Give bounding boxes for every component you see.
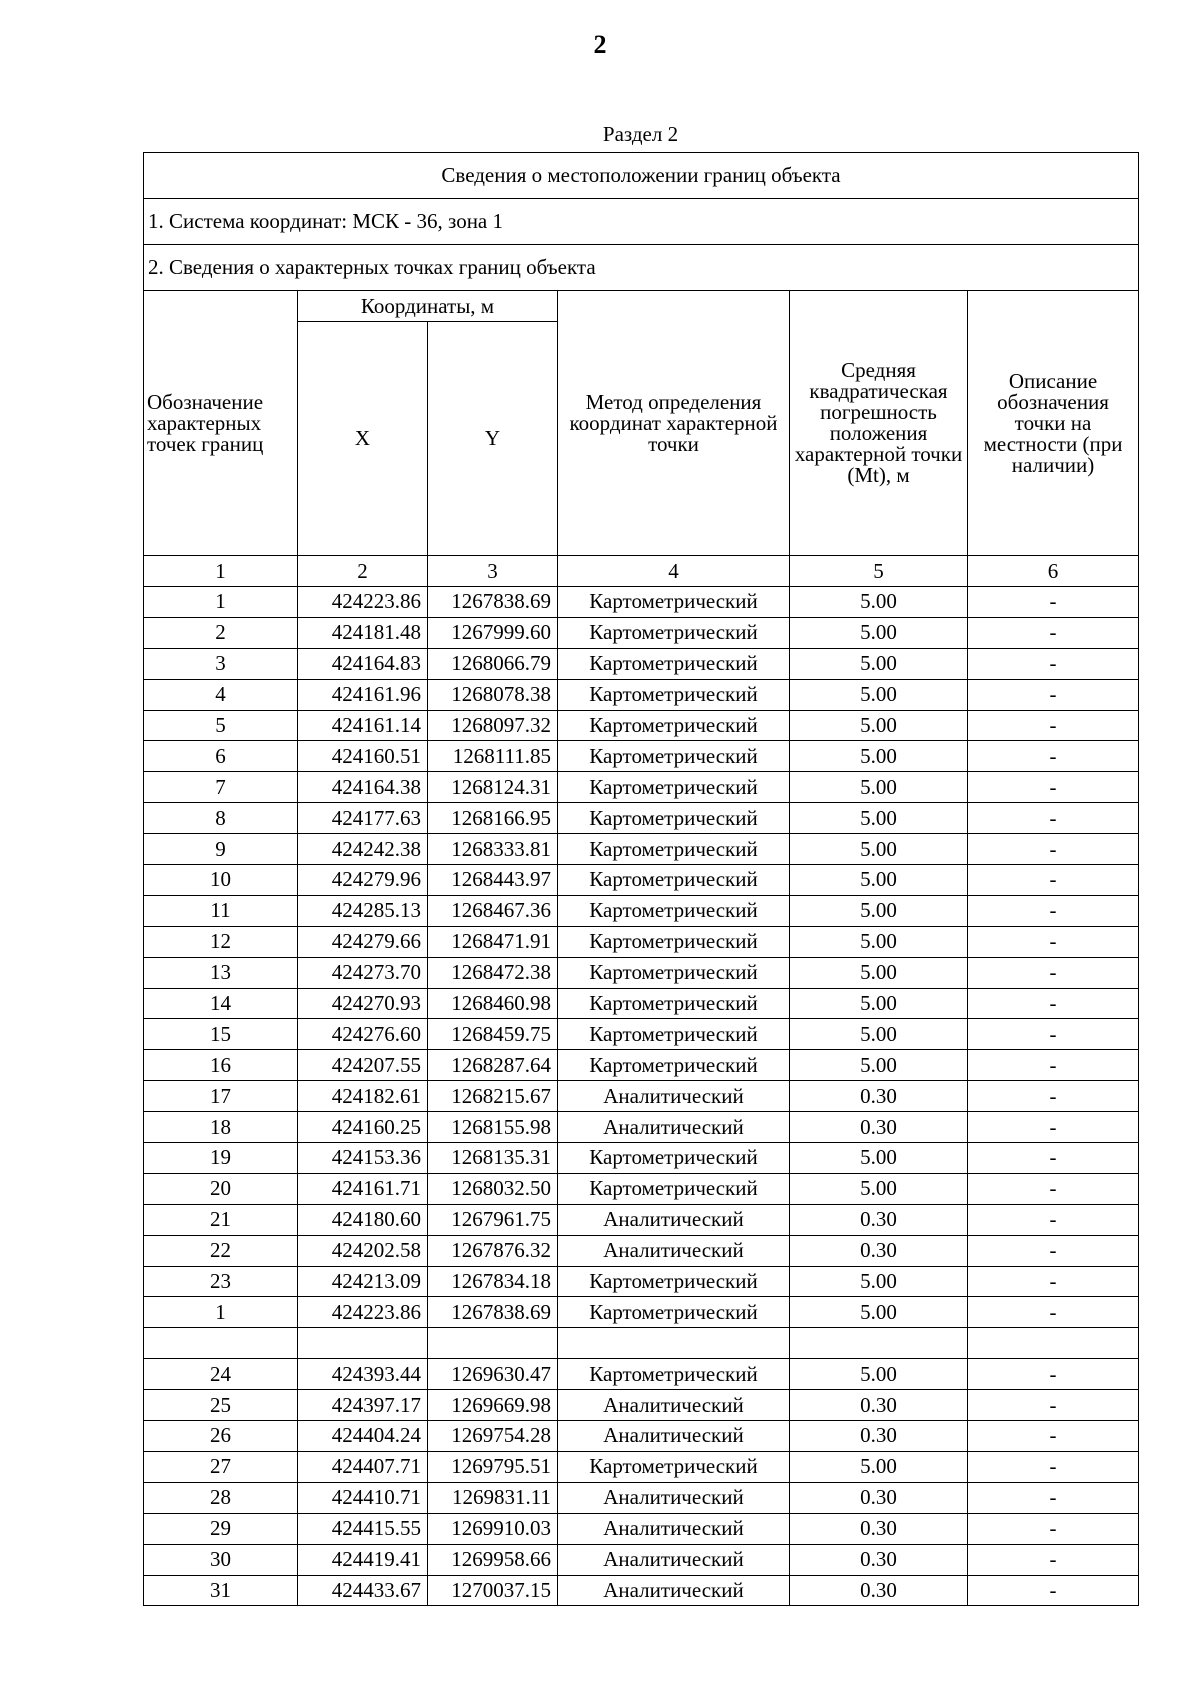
method: Картометрический [558,1451,790,1482]
description: - [968,803,1139,834]
coord-y: 1267838.69 [428,1297,558,1328]
description: - [968,1173,1139,1204]
table-row [144,1390,1139,1421]
accuracy: 5.00 [790,1297,968,1328]
method: Аналитический [558,1204,790,1235]
description: - [968,957,1139,988]
description: - [968,1513,1139,1544]
description: - [968,617,1139,648]
coord-x: 424160.51 [298,741,428,772]
point-number: 20 [144,1173,298,1204]
table-row [144,617,1139,648]
description [968,1328,1139,1359]
description: - [968,1235,1139,1266]
coord-y: 1268459.75 [428,1019,558,1050]
description: - [968,648,1139,679]
method: Аналитический [558,1421,790,1452]
method: Аналитический [558,1081,790,1112]
accuracy: 0.30 [790,1112,968,1143]
point-number: 8 [144,803,298,834]
method: Аналитический [558,1544,790,1575]
table-row [144,834,1139,865]
accuracy: 5.00 [790,926,968,957]
coord-x: 424279.96 [298,865,428,896]
coord-x: 424276.60 [298,1019,428,1050]
coord-y: 1267961.75 [428,1204,558,1235]
table-row [144,865,1139,896]
point-number: 19 [144,1143,298,1174]
header-description: Описание обозначения точки на местности (при наличии) [968,291,1139,556]
point-number: 23 [144,1266,298,1297]
method: Картометрический [558,1359,790,1390]
point-number: 4 [144,679,298,710]
description: - [968,1390,1139,1421]
description: - [968,1143,1139,1174]
header-x: X [298,322,428,556]
section-label: Раздел 2 [602,122,679,146]
coord-y: 1267838.69 [428,587,558,618]
accuracy: 5.00 [790,834,968,865]
description: - [968,587,1139,618]
accuracy: 5.00 [790,865,968,896]
description: - [968,679,1139,710]
column-number: 3 [428,556,558,587]
table-title: Сведения о местоположении границ объекта [144,153,1139,199]
table-row [144,1359,1139,1390]
coord-x: 424242.38 [298,834,428,865]
coord-y: 1268215.67 [428,1081,558,1112]
table-row [144,1513,1139,1544]
coord-x: 424207.55 [298,1050,428,1081]
table-row [144,1019,1139,1050]
page-number: 2 [593,30,607,59]
point-number: 28 [144,1482,298,1513]
accuracy: 5.00 [790,957,968,988]
accuracy: 0.30 [790,1421,968,1452]
table-row [144,1173,1139,1204]
point-number: 24 [144,1359,298,1390]
description: - [968,1359,1139,1390]
point-number: 16 [144,1050,298,1081]
point-number: 7 [144,772,298,803]
method: Картометрический [558,803,790,834]
point-number: 1 [144,1297,298,1328]
coord-x: 424164.83 [298,648,428,679]
coord-y: 1268467.36 [428,895,558,926]
point-number: 21 [144,1204,298,1235]
point-number: 26 [144,1421,298,1452]
column-number: 4 [558,556,790,587]
method: Картометрический [558,772,790,803]
accuracy: 5.00 [790,617,968,648]
coord-y: 1268460.98 [428,988,558,1019]
coord-y: 1268078.38 [428,679,558,710]
table-row [144,648,1139,679]
coord-y: 1268066.79 [428,648,558,679]
coord-x: 424161.14 [298,710,428,741]
table-row [144,1297,1139,1328]
coord-y: 1268333.81 [428,834,558,865]
point-number: 12 [144,926,298,957]
accuracy: 5.00 [790,648,968,679]
accuracy: 5.00 [790,1266,968,1297]
method: Картометрический [558,1050,790,1081]
table-row [144,741,1139,772]
method: Картометрический [558,648,790,679]
coord-x: 424223.86 [298,587,428,618]
point-number [144,1328,298,1359]
coord-y [428,1328,558,1359]
description: - [968,1421,1139,1452]
point-number: 22 [144,1235,298,1266]
accuracy: 0.30 [790,1235,968,1266]
method: Картометрический [558,1266,790,1297]
method: Картометрический [558,865,790,896]
table-row [144,587,1139,618]
point-number: 2 [144,617,298,648]
coord-x: 424404.24 [298,1421,428,1452]
coord-y: 1270037.15 [428,1575,558,1606]
coord-y: 1268111.85 [428,741,558,772]
accuracy: 0.30 [790,1204,968,1235]
method: Аналитический [558,1575,790,1606]
accuracy: 5.00 [790,988,968,1019]
column-number: 5 [790,556,968,587]
point-number: 17 [144,1081,298,1112]
description: - [968,988,1139,1019]
coord-x: 424202.58 [298,1235,428,1266]
table-row [144,679,1139,710]
coord-x: 424181.48 [298,617,428,648]
description: - [968,741,1139,772]
coord-x: 424161.71 [298,1173,428,1204]
coord-y: 1268032.50 [428,1173,558,1204]
table-row [144,1266,1139,1297]
table-row [144,1544,1139,1575]
description: - [968,1482,1139,1513]
coord-x: 424407.71 [298,1451,428,1482]
coord-x: 424279.66 [298,926,428,957]
coord-y: 1268166.95 [428,803,558,834]
header-coordinates: Координаты, м [298,291,558,322]
boundary-points-table [143,152,1139,1606]
method: Картометрический [558,679,790,710]
accuracy: 5.00 [790,587,968,618]
description: - [968,772,1139,803]
coord-x: 424180.60 [298,1204,428,1235]
accuracy: 5.00 [790,772,968,803]
coord-y: 1267876.32 [428,1235,558,1266]
point-number: 30 [144,1544,298,1575]
method: Картометрический [558,1297,790,1328]
table-row [144,957,1139,988]
point-number: 25 [144,1390,298,1421]
coord-x: 424410.71 [298,1482,428,1513]
coord-x: 424270.93 [298,988,428,1019]
table-row [144,1112,1139,1143]
point-number: 29 [144,1513,298,1544]
coord-x: 424160.25 [298,1112,428,1143]
coord-x: 424182.61 [298,1081,428,1112]
accuracy: 5.00 [790,1019,968,1050]
description: - [968,1297,1139,1328]
accuracy: 5.00 [790,1050,968,1081]
table-row [144,772,1139,803]
coord-x: 424273.70 [298,957,428,988]
accuracy: 0.30 [790,1513,968,1544]
coord-y: 1269630.47 [428,1359,558,1390]
description: - [968,865,1139,896]
point-number: 5 [144,710,298,741]
coord-x: 424285.13 [298,895,428,926]
coord-x: 424164.38 [298,772,428,803]
coord-y: 1268135.31 [428,1143,558,1174]
coord-y: 1269910.03 [428,1513,558,1544]
table-row [144,1204,1139,1235]
accuracy: 5.00 [790,803,968,834]
coord-x: 424397.17 [298,1390,428,1421]
point-number: 10 [144,865,298,896]
column-number: 1 [144,556,298,587]
method: Картометрический [558,957,790,988]
header-y: Y [428,322,558,556]
point-number: 14 [144,988,298,1019]
description: - [968,1451,1139,1482]
description: - [968,1266,1139,1297]
coord-y: 1267834.18 [428,1266,558,1297]
table-row [144,895,1139,926]
accuracy [790,1328,968,1359]
point-number: 9 [144,834,298,865]
coord-y: 1269669.98 [428,1390,558,1421]
column-number: 6 [968,556,1139,587]
method: Аналитический [558,1513,790,1544]
point-number: 31 [144,1575,298,1606]
method: Картометрический [558,741,790,772]
table-row [144,1482,1139,1513]
table-row [144,988,1139,1019]
coord-y: 1269795.51 [428,1451,558,1482]
method: Картометрический [558,1019,790,1050]
table-row [144,1451,1139,1482]
coord-y: 1268287.64 [428,1050,558,1081]
table-row [144,1328,1139,1359]
accuracy: 5.00 [790,710,968,741]
point-number: 1 [144,587,298,618]
table-row [144,1143,1139,1174]
point-number: 13 [144,957,298,988]
coord-y: 1267999.60 [428,617,558,648]
coord-y: 1268124.31 [428,772,558,803]
method: Картометрический [558,1173,790,1204]
coord-y: 1268471.91 [428,926,558,957]
accuracy: 5.00 [790,1359,968,1390]
coord-y: 1269754.28 [428,1421,558,1452]
description: - [968,1081,1139,1112]
coord-x: 424161.96 [298,679,428,710]
method: Картометрический [558,834,790,865]
method: Аналитический [558,1482,790,1513]
description: - [968,1050,1139,1081]
point-number: 18 [144,1112,298,1143]
method [558,1328,790,1359]
point-number: 11 [144,895,298,926]
coord-x: 424415.55 [298,1513,428,1544]
point-number: 27 [144,1451,298,1482]
coord-x: 424213.09 [298,1266,428,1297]
description: - [968,1019,1139,1050]
coord-y: 1268472.38 [428,957,558,988]
accuracy: 5.00 [790,895,968,926]
point-number: 3 [144,648,298,679]
header-accuracy: Средняя квадратическая погрешность положения характерной точки (Mt), м [790,291,968,556]
description: - [968,895,1139,926]
method: Картометрический [558,895,790,926]
method: Картометрический [558,988,790,1019]
table-row [144,1050,1139,1081]
table-row [144,1575,1139,1606]
point-number: 15 [144,1019,298,1050]
coord-x: 424393.44 [298,1359,428,1390]
accuracy: 5.00 [790,1173,968,1204]
table-row [144,1421,1139,1452]
table-row [144,926,1139,957]
coordinate-system: 1. Система координат: МСК - 36, зона 1 [144,199,1139,245]
description: - [968,834,1139,865]
coord-x: 424153.36 [298,1143,428,1174]
method: Аналитический [558,1235,790,1266]
column-number: 2 [298,556,428,587]
point-number: 6 [144,741,298,772]
header-point-designation: Обозначение характерных точек границ [144,291,298,556]
method: Картометрический [558,1143,790,1174]
description: - [968,926,1139,957]
coord-x: 424419.41 [298,1544,428,1575]
accuracy: 5.00 [790,741,968,772]
method: Аналитический [558,1390,790,1421]
accuracy: 5.00 [790,1451,968,1482]
method: Аналитический [558,1112,790,1143]
description: - [968,1544,1139,1575]
accuracy: 0.30 [790,1544,968,1575]
coord-y: 1268155.98 [428,1112,558,1143]
coord-x: 424433.67 [298,1575,428,1606]
coord-y: 1269958.66 [428,1544,558,1575]
description: - [968,1112,1139,1143]
table-row [144,710,1139,741]
coord-x [298,1328,428,1359]
table-body [144,587,1139,1606]
header-method: Метод определения координат характерной точки [558,291,790,556]
description: - [968,710,1139,741]
points-heading: 2. Сведения о характерных точках границ объекта [144,245,1139,291]
accuracy: 5.00 [790,679,968,710]
method: Картометрический [558,617,790,648]
accuracy: 5.00 [790,1143,968,1174]
accuracy: 0.30 [790,1482,968,1513]
accuracy: 0.30 [790,1081,968,1112]
accuracy: 0.30 [790,1575,968,1606]
description: - [968,1204,1139,1235]
coord-y: 1268097.32 [428,710,558,741]
coord-x: 424223.86 [298,1297,428,1328]
table-row [144,1081,1139,1112]
coord-y: 1268443.97 [428,865,558,896]
method: Картометрический [558,926,790,957]
description: - [968,1575,1139,1606]
method: Картометрический [558,710,790,741]
coord-y: 1269831.11 [428,1482,558,1513]
coord-x: 424177.63 [298,803,428,834]
table-row [144,1235,1139,1266]
column-numbers-row [144,556,1139,587]
accuracy: 0.30 [790,1390,968,1421]
table-row [144,803,1139,834]
method: Картометрический [558,587,790,618]
